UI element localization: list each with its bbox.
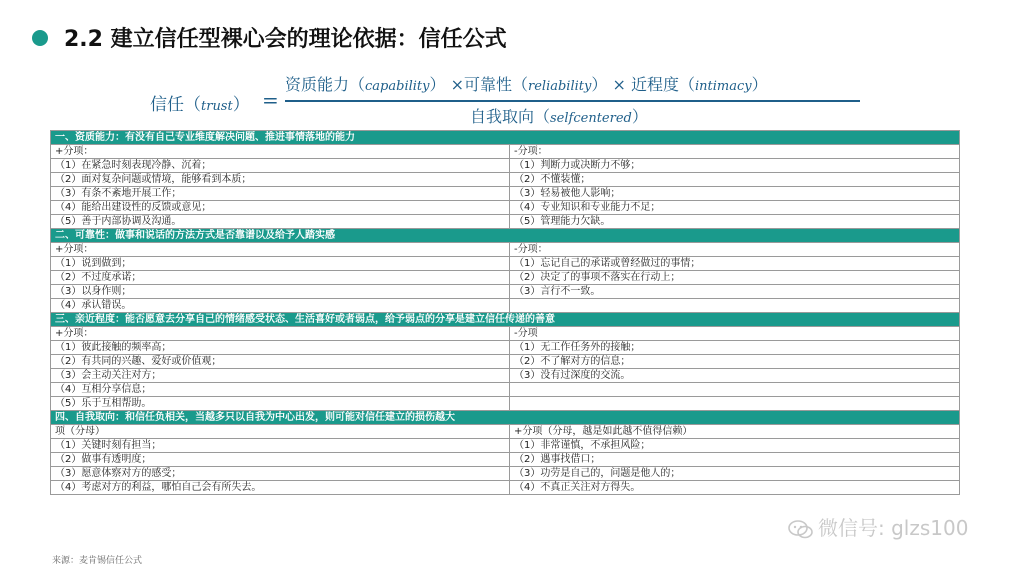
- table-row: [51, 271, 960, 285]
- negative-item: （2）决定了的事项不落实在行动上；: [510, 271, 960, 285]
- table-row: [51, 173, 960, 187]
- negative-item: （4）专业知识和专业能力不足；: [510, 201, 960, 215]
- positive-subheader: 项（分母）: [51, 425, 510, 439]
- negative-item: （1）无工作任务外的接触；: [510, 341, 960, 355]
- table-row: [51, 341, 960, 355]
- numerator-capability-en: capability: [365, 79, 430, 94]
- formula-lhs-close: ）: [232, 95, 250, 115]
- section-header: 一、资质能力：有没有自己专业维度解决问题、推进事情落地的能力: [51, 131, 960, 145]
- negative-item: （3）功劳是自己的，问题是他人的；: [510, 467, 960, 481]
- positive-subheader: +分项：: [51, 327, 510, 341]
- table-row: [51, 355, 960, 369]
- page-title: 2.2 建立信任型裸心会的理论依据：信任公式: [64, 27, 507, 52]
- formula-equals: =: [262, 88, 279, 112]
- negative-item: （2）不懂装懂；: [510, 173, 960, 187]
- section-header: 四、自我取向：和信任负相关，当越多只以自我为中心出发，则可能对信任建立的损伤越大: [51, 411, 960, 425]
- subheader-row: [51, 425, 960, 439]
- denominator-close: ）: [631, 107, 648, 126]
- negative-item: （1）判断力或决断力不够；: [510, 159, 960, 173]
- section-header: 二、可靠性：做事和说话的方法方式是否靠谱以及给予人踏实感: [51, 229, 960, 243]
- negative-item: [510, 383, 960, 397]
- table-row: [51, 257, 960, 271]
- title-bullet-icon: [32, 30, 48, 46]
- source-note: 来源：麦肯锡信任公式: [52, 556, 143, 566]
- table-row: [51, 159, 960, 173]
- formula-lhs: [150, 90, 250, 115]
- positive-subheader: +分项：: [51, 145, 510, 159]
- section-header-row: [51, 411, 960, 425]
- table-row: [51, 397, 960, 411]
- denominator-cn: 自我取向（: [470, 107, 551, 126]
- subheader-row: [51, 145, 960, 159]
- positive-item: （5）乐于互相帮助。: [51, 397, 510, 411]
- section-header-row: [51, 131, 960, 145]
- table-row: [51, 215, 960, 229]
- watermark: [788, 512, 968, 541]
- table-row: [51, 439, 960, 453]
- positive-item: （5）善于内部协调及沟通。: [51, 215, 510, 229]
- positive-item: （2）有共同的兴趣、爱好或价值观；: [51, 355, 510, 369]
- section-header: 三、亲近程度：能否愿意去分享自己的情绪感受状态、生活喜好或者弱点，给予弱点的分享是建立信任传递的善意: [51, 313, 960, 327]
- negative-subheader: -分项: [510, 327, 960, 341]
- formula-lhs-cn: 信任（: [150, 95, 201, 115]
- positive-item: （4）承认错误。: [51, 299, 510, 313]
- positive-item: （3）愿意体察对方的感受；: [51, 467, 510, 481]
- positive-subheader: +分项：: [51, 243, 510, 257]
- table-row: [51, 187, 960, 201]
- positive-item: （1）说到做到；: [51, 257, 510, 271]
- negative-item: （3）轻易被他人影响；: [510, 187, 960, 201]
- formula-numerator: [285, 72, 768, 95]
- positive-item: （2）不过度承诺；: [51, 271, 510, 285]
- table-row: [51, 383, 960, 397]
- fraction-bar: [285, 100, 860, 102]
- numerator-capability-cn: 资质能力（: [285, 75, 366, 94]
- positive-item: （3）会主动关注对方；: [51, 369, 510, 383]
- wechat-icon: [788, 520, 814, 540]
- subheader-row: [51, 327, 960, 341]
- negative-item: （3）没有过深度的交流。: [510, 369, 960, 383]
- negative-item: [510, 397, 960, 411]
- table-row: [51, 201, 960, 215]
- numerator-reliability-en: reliability: [528, 79, 592, 94]
- section-header-row: [51, 313, 960, 327]
- numerator-capability-close: ）: [429, 75, 446, 94]
- table-row: [51, 369, 960, 383]
- numerator-intimacy-close: ）: [751, 75, 768, 94]
- negative-item: （2）不了解对方的信息；: [510, 355, 960, 369]
- positive-item: （3）有条不紊地开展工作；: [51, 187, 510, 201]
- negative-item: [510, 299, 960, 313]
- formula-lhs-en: trust: [201, 99, 233, 114]
- negative-item: （1）忘记自己的承诺或曾经做过的事情；: [510, 257, 960, 271]
- negative-subheader: -分项：: [510, 243, 960, 257]
- watermark-text: 微信号: glzs100: [818, 516, 969, 540]
- positive-item: （2）面对复杂问题或情境，能够看到本质；: [51, 173, 510, 187]
- table-row: [51, 299, 960, 313]
- section-header-row: [51, 229, 960, 243]
- positive-item: （3）以身作则；: [51, 285, 510, 299]
- table-row: [51, 481, 960, 495]
- negative-subheader: -分项：: [510, 145, 960, 159]
- negative-item: （2）遇事找借口；: [510, 453, 960, 467]
- negative-subheader: +分项（分母，越是如此越不值得信赖）: [510, 425, 960, 439]
- formula-denominator: [470, 104, 648, 127]
- positive-item: （1）在紧急时刻表现冷静、沉着；: [51, 159, 510, 173]
- trust-formula: [150, 70, 870, 130]
- table-row: [51, 467, 960, 481]
- positive-item: （1）彼此接触的频率高；: [51, 341, 510, 355]
- numerator-reliability-close: ）: [591, 75, 608, 94]
- negative-item: （3）言行不一致。: [510, 285, 960, 299]
- table-row: [51, 453, 960, 467]
- positive-item: （1）关键时刻有担当；: [51, 439, 510, 453]
- positive-item: （4）互相分享信息；: [51, 383, 510, 397]
- positive-item: （4）考虑对方的利益，哪怕自己会有所失去。: [51, 481, 510, 495]
- negative-item: （1）非常谨慎，不承担风险；: [510, 439, 960, 453]
- negative-item: （5）管理能力欠缺。: [510, 215, 960, 229]
- negative-item: （4）不真正关注对方得失。: [510, 481, 960, 495]
- positive-item: （2）做事有透明度；: [51, 453, 510, 467]
- numerator-intimacy-en: intimacy: [694, 79, 752, 94]
- denominator-en: selfcentered: [550, 111, 632, 126]
- positive-item: （4）能给出建设性的反馈或意见；: [51, 201, 510, 215]
- numerator-intimacy-cn: × 近程度（: [612, 75, 695, 94]
- trust-factor-table: [50, 130, 960, 495]
- subheader-row: [51, 243, 960, 257]
- numerator-reliability-cn: ×可靠性（: [450, 75, 529, 94]
- table-row: [51, 285, 960, 299]
